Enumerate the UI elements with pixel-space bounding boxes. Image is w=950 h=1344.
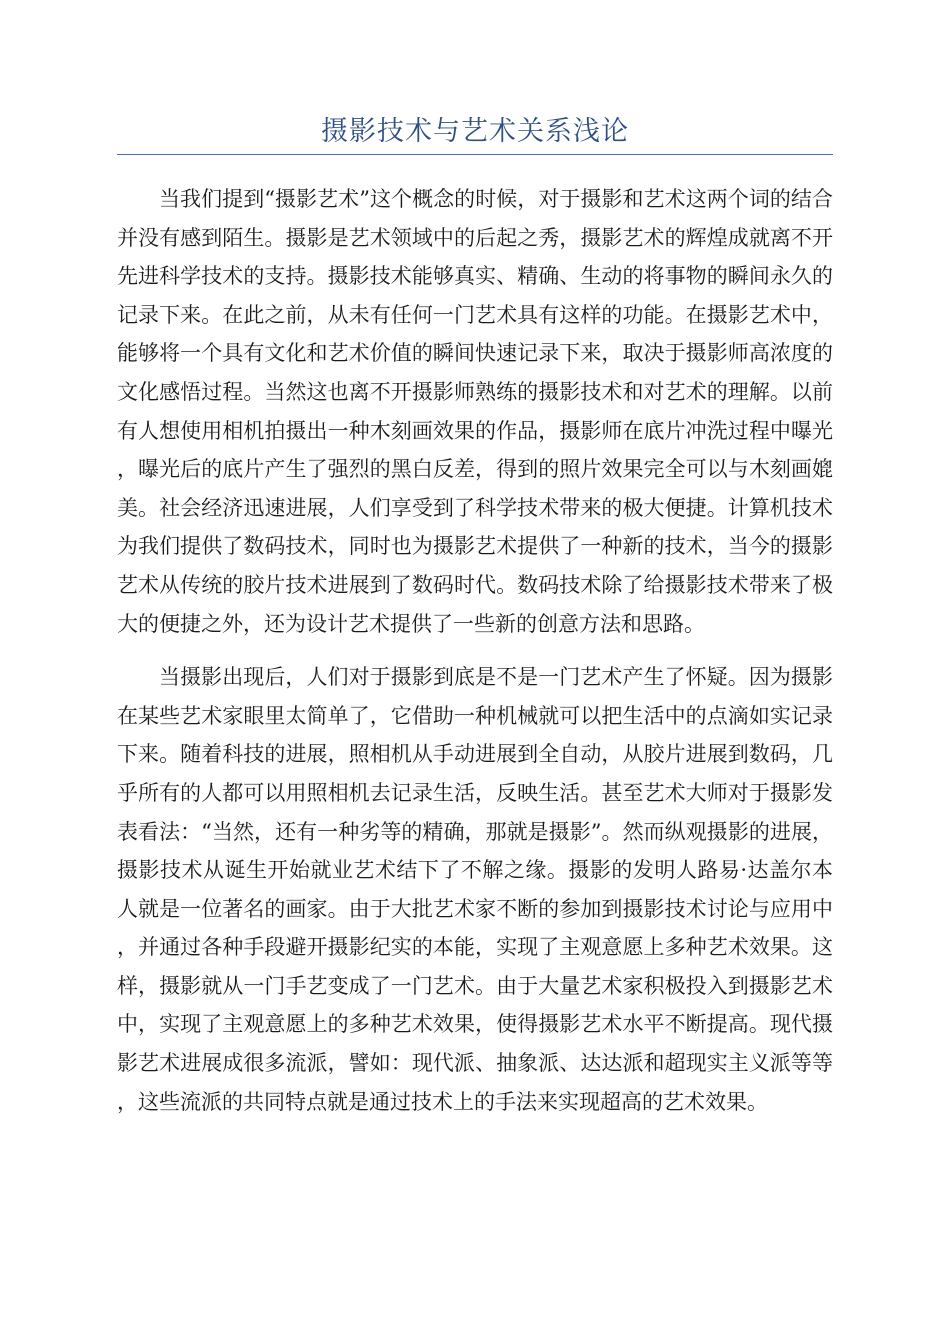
paragraph-1: 当我们提到“摄影艺术”这个概念的时候，对于摄影和艺术这两个词的结合并没有感到陌生。摄影是艺术领域中的后起之秀，摄影艺术的辉煌成就离不开先进科学技术的支持。摄影技术能够真实、精确、生动的将事物的瞬间永久的记录下来。在此之前，从未有任何一门艺术具有这样的功能。在摄影艺术中，能够将一个具有文化和艺术价值的瞬间快速记录下来，取决于摄影师高浓度的文化感悟过程。当然这也离不开摄影师熟练的摄影技术和对艺术的理解。以前有人想使用相机拍摄出一种木刻画效果的作品，摄影师在底片冲洗过程中曝光，曝光后的底片产生了强烈的黑白反差，得到的照片效果完全可以与木刻画媲美。社会经济迅速进展，人们享受到了科学技术带来的极大便捷。计算机技术为我们提供了数码技术，同时也为摄影艺术提供了一种新的技术，当今的摄影艺术从传统的胶片技术进展到了数码时代。数码技术除了给摄影技术带来了极大的便捷之外，还为设计艺术提供了一些新的创意方法和思路。 (117, 187, 833, 636)
document-title: 摄影技术与艺术关系浅论 (321, 116, 629, 147)
paragraph-2: 当摄影出现后，人们对于摄影到底是不是一门艺术产生了怀疑。因为摄影在某些艺术家眼里太简单了，它借助一种机械就可以把生活中的点滴如实记录下来。随着科技的进展，照相机从手动进展到全自动，从胶片进展到数码，几乎所有的人都可以用照相机去记录生活，反映生活。甚至艺术大师对于摄影发表看法：“当然，还有一种劣等的精确，那就是摄影”。然而纵观摄影的进展，摄影技术从诞生开始就业艺术结下了不解之缘。摄影的发明人路易·达盖尔本人就是一位著名的画家。由于大批艺术家不断的参加到摄影技术讨论与应用中，并通过各种手段避开摄影纪实的本能，实现了主观意愿上多种艺术效果。这样，摄影就从一门手艺变成了一门艺术。由于大量艺术家积极投入到摄影艺术中，实现了主观意愿上的多种艺术效果，使得摄影艺术水平不断提高。现代摄影艺术进展成很多流派，譬如：现代派、抽象派、达达派和超现实主义派等等，这些流派的共同特点就是通过技术上的手法来实现超高的艺术效果。 (117, 665, 833, 1114)
document-body (117, 180, 833, 1121)
title-underline (117, 154, 833, 155)
